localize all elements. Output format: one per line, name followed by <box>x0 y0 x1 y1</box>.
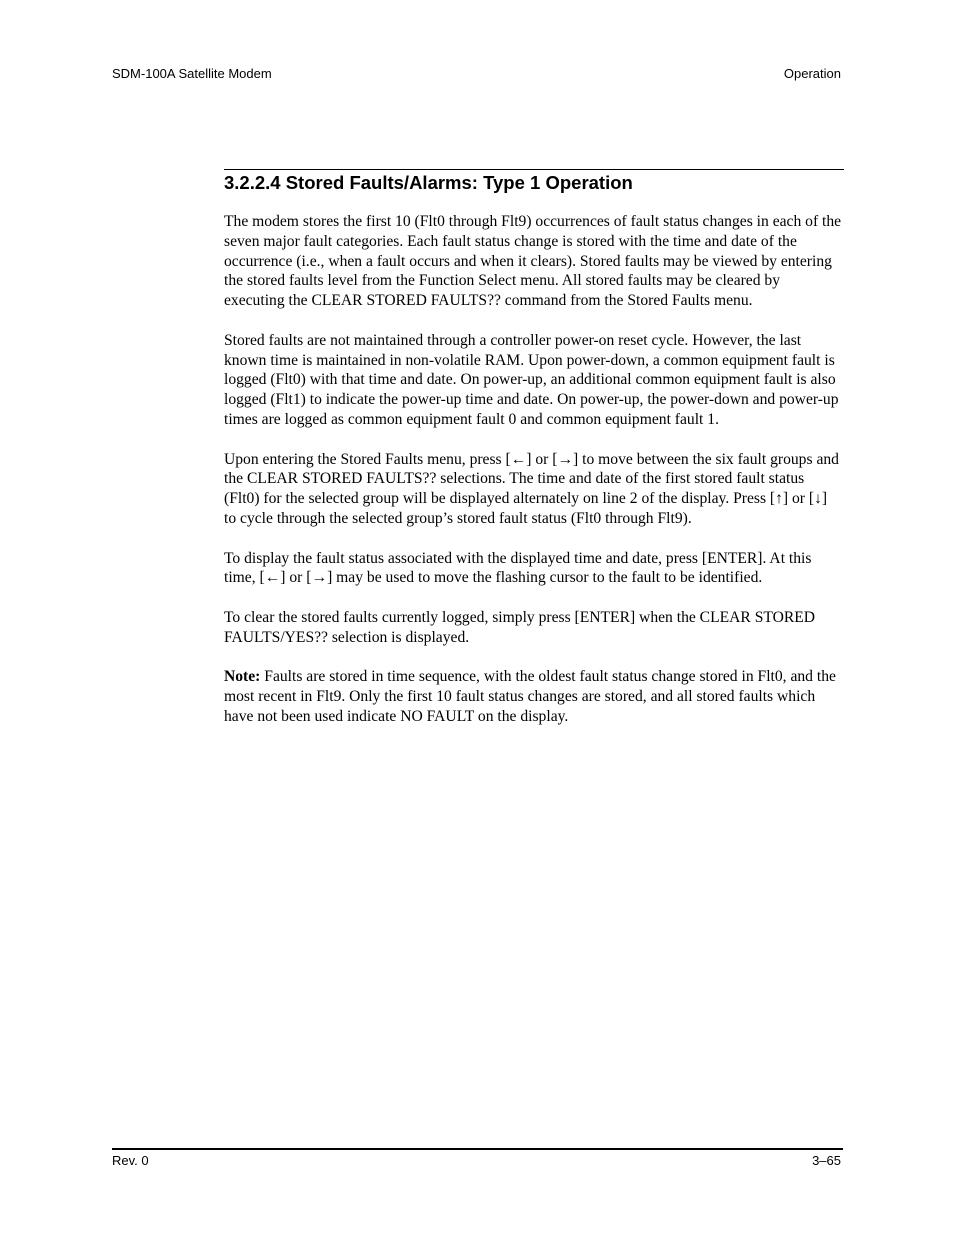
running-header-chapter: Operation <box>783 66 841 81</box>
footer-revision: Rev. 0 <box>112 1153 149 1168</box>
note-text: Faults are stored in time sequence, with the oldest fault status change stored in Flt0, and the most recent in Flt9. Only the first 10 fault status changes are stored, and all stored faults which have not been used indicate NO FAULT on the display. <box>224 668 836 725</box>
note-label: Note: <box>224 668 261 686</box>
footer-page-number: 3–65 <box>812 1153 841 1168</box>
paragraph-fault-storage: The modem stores the first 10 (Flt0 through Flt9) occurrences of fault status changes in each of the seven major fault categories. Each fault status change is stored with the time and date of the occurrence (i.e., when a fault occurs and when it clears). Stored faults may be viewed by entering the stored faults level from the Function Select menu. All stored faults may be cleared by executing the CLEAR STORED FAULTS?? command from the Stored Faults menu. <box>224 213 842 310</box>
section-heading: 3.2.2.4 Stored Faults/Alarms: Type 1 Operation <box>224 172 633 193</box>
section-divider <box>224 169 844 170</box>
footer-divider <box>112 1148 843 1150</box>
paragraph-power-cycle: Stored faults are not maintained through a controller power-on reset cycle. However, the last known time is maintained in non-volatile RAM. Upon power-down, a common equipment fault is logged (Flt0) with that time and date. On power-up, an additional common equipment fault is also logged (Flt1) to indicate the power-up time and date. On power-up, the power-down and power-up times are logged as common equipment fault 0 and common equipment fault 1. <box>224 331 839 428</box>
paragraph-menu-navigation: Upon entering the Stored Faults menu, press [←] or [→] to move between the six fault groups and the CLEAR STORED FAULTS?? selections. The time and date of the first stored fault status (Flt0) for the selected group will be displayed alternately on line 2 of the display. Press [↑] or [↓] to cycle through the selected group’s stored fault status (Flt0 through Flt9). <box>224 450 839 527</box>
note-paragraph <box>224 667 842 726</box>
paragraph-display-status: To display the fault status associated with the displayed time and date, press [ENTER]. At this time, [←] or [→] may be used to move the flashing cursor to the fault to be identified. <box>224 549 812 587</box>
running-header-title: SDM-100A Satellite Modem <box>112 66 272 81</box>
paragraph-clear-faults: To clear the stored faults currently logged, simply press [ENTER] when the CLEAR STORED FAULTS/YES?? selection is displayed. <box>224 608 816 646</box>
section-body <box>224 212 842 747</box>
